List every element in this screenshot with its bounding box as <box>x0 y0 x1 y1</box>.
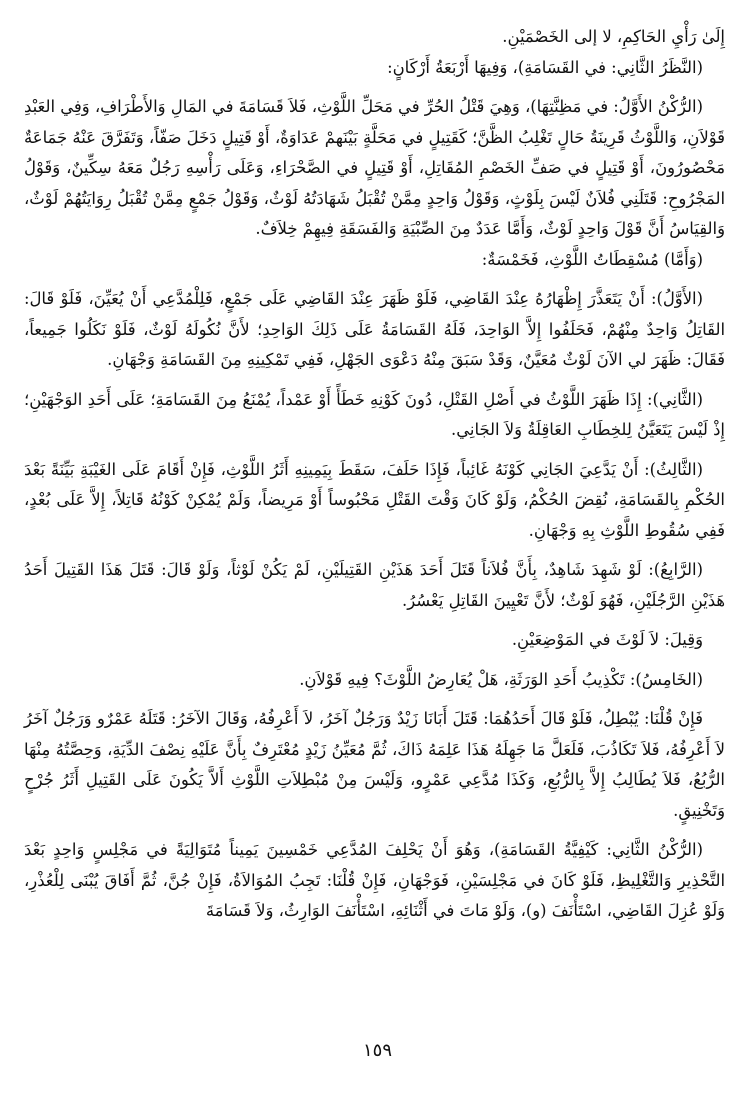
paragraph-second-nullifier: (الثَّانِي): إِذَا ظَهَرَ اللَّوْثُ في أَصْلِ القَتْلِ، دُونَ كَوْنِهِ خَطَأً أَوْ عَمْداً، يُمْنَعُ مِنَ القَسَامَةِ؛ عَلَى أَحَدِ الوَجْهَيْنِ؛ إِذْ لَيْسَ يَتَعَيَّنُ لِلخِطَابِ العَاقِلَةُ وَلاَ الجَانِي. <box>24 389 725 439</box>
section-heading-qasama: (النَّظَرُ الثَّانِي: في القَسَامَةِ)، وَفِيهَا أَرْبَعَةُ أَرْكَانٍ: <box>387 57 703 77</box>
page-text <box>24 22 725 927</box>
paragraph-first-pillar: (الرُّكْنُ الأَوَّلُ: في مَظِنَّتِهَا)، وَهِيَ قَتْلُ الحُرِّ في مَحَلِّ اللَّوْثِ، فَلاَ قَسَامَةَ في المَالِ وَالأَطْرَافِ، وَفِي العَبْدِ قَوْلاَنِ، وَاللَّوْثُ قَرِينَةُ حَالٍ تَغْلِبُ الظَّنَّ؛ كَقَتِيلٍ في مَحَلَّةٍ بَيْنَهمْ عَدَاوَةٌ، أَوْ قَتِيلٍ دَخَلَ صَفّاً، وَتَفَرَّقَ عَنْهُ جَمَاعَةٌ مَحْصُورُونَ، أَوْ قَتِيلٍ في صَفِّ الخَصْمِ المُقَاتِلِ، أَوْ قَتِيلٍ في الصَّحْرَاءِ، وَعَلَى رَأْسِهِ رَجُلٌ مَعَهُ سِكِّينٌ، وَقَوْلُ المَجْرُوحِ: قَتَلَنِي فُلاَنٌ لَيْسَ بِلَوْثٍ، وَقَوْلُ وَاحِدٍ مِمَّنْ تُقْبَلُ شَهَادَتُهُ لَوْثٌ، وَقَوْلُ جَمْعٍ مِمَّنْ تُقْبَلُ رِوَايَتُهُمْ لَوْثٌ، وَالقِيَاسُ أَنَّ قَوْلَ وَاحِدٍ لَوْثٌ، وَأَمَّا عَدَدٌ مِنَ الصِّبْيَةِ وَالفَسَقَةِ فِيهِمْ خِلاَفٌ. <box>24 97 725 238</box>
paragraph-third-nullifier: (الثَّالِثُ): أَنْ يَدَّعِيَ الجَانِي كَوْنَهُ غَائِباً، فَإِذَا حَلَفَ، سَقَطَ بِيَمِينِهِ أَثَرُ اللَّوْثِ، فَإِنْ أَقَامَ عَلَى الغَيْبَةِ بَيِّنَةً بَعْدَ الحُكْمِ بِالقَسَامَةِ، نُقِضَ الحُكْمُ، وَلَوْ كَانَ وَقْتَ القَتْلِ مَحْبُوساً أَوْ مَرِيضاً، وَلَمْ يُمْكِنْ كَوْنُهُ قَاتِلاً، إِلاَّ عَلَى بُعْدٍ، فَفِي سُقُوطِ اللَّوْثِ بِهِ وَجْهَانِ. <box>24 459 725 540</box>
paragraph-alternative-view: وَقِيلَ: لاَ لَوْثَ في المَوْضِعَيْنِ. <box>511 630 703 649</box>
paragraph-fifth-nullifier: (الخَامِسُ): تَكْذِيبُ أَحَدِ الوَرَثَةِ، هَلْ يُعَارِضُ اللَّوْثَ؟ فِيهِ قَوْلاَنِ. <box>299 669 703 689</box>
paragraph-second-pillar: (الرُّكْنُ الثَّانِي: كَيْفِيَّةُ القَسَامَةِ)، وَهُوَ أَنْ يَحْلِفَ المُدَّعِي خَمْسِينَ يَمِيناً مُتَوَالِيَةً في مَجْلِسٍ وَاحِدٍ بَعْدَ التَّحْذِيرِ وَالتَّغْلِيظِ، فَلَوْ كَانَ في مَجْلِسَيْنِ، فَوَجْهَانِ، فَإِنْ قُلْنَا: تَجِبُ المُوَالاَةُ، فَإِنْ جُنَّ، ثُمَّ أَفَاقَ يُبْنَى لِلْعُذْرِ، وَلَوْ عُزِلَ القَاضِي، اسْتَأْنَفَ (و)، وَلَوْ مَاتَ في أَثْنَائِهِ، اسْتَأْنَفَ الوَارِثُ، وَلاَ قَسَامَةَ <box>24 840 725 920</box>
heading-nullifiers: (وَأَمَّا) مُسْقِطَاتُ اللَّوْثِ، فَخَمْسَةٌ: <box>481 249 703 269</box>
page-number: ١٥٩ <box>362 1040 392 1061</box>
paragraph-first-nullifier: (الأَوَّلُ): أَنْ يَتَعَذَّرَ إِظْهَارُهُ عِنْدَ القَاضِي، فَلَوْ ظَهَرَ عِنْدَ القَاضِي عَلَى جَمْعٍ، فَلِلْمُدَّعِي أَنْ يُعَيِّنَ، فَلَوْ قَالَ: القَاتِلُ وَاحِدٌ مِنْهُمْ، فَحَلَفُوا إِلاَّ الوَاحِدَ، فَلَهُ القَسَامَةُ عَلَى ذَلِكَ الوَاحِدِ؛ لأَنَّ نُكُولَهُ لَوْثٌ، فَلَوْ نَكَلُوا جَمِيعاً، فَقَالَ: ظَهَرَ لي الآنَ لَوْثٌ مُعَيَّنٌ، وَقَدْ سَبَقَ مِنْهُ دَعْوَى الجَهْلِ، فَفِي تَمْكِينِهِ مِنَ القَسَامَةِ وَجْهَانِ. <box>24 289 725 369</box>
paragraph-continuation: إِلَىٰ رَأْيِ الحَاكِمِ، لا إلى الخَصْمَيْنِ. <box>502 27 725 46</box>
paragraph-fourth-nullifier: (الرَّابِعُ): لَوْ شَهِدَ شَاهِدٌ، بِأَنَّ فُلاَناً قَتَلَ أَحَدَ هَذَيْنِ القَتِيلَيْنِ، لَمْ يَكُنْ لَوْثاً، وَلَوْ قَالَ: قَتَلَ هَذَا القَتِيلَ أَحَدُ هَذَيْنِ الرَّجُلَيْنِ، فَهُوَ لَوْثٌ؛ لأَنَّ تَعْيِينَ القَاتِلِ يَعْسُرُ. <box>24 560 725 610</box>
paragraph-disavowal: فَإِنْ قُلْنَا: يُبْطِلُ، فَلَوْ قَالَ أَحَدُهُمَا: قَتَلَ أَبَانَا زَيْدٌ وَرَجُلٌ آخَرُ، لاَ أَعْرِفُهُ، وَقَالَ الآخَرُ: قَتَلَهُ عَمْرٌو وَرَجُلٌ آخَرُ لاَ أَعْرِفُهُ، فَلاَ تَكَاذُبَ، فَلَعَلَّ مَا جَهِلَهُ هَذَا عَلِمَهُ ذَاكَ، ثُمَّ مُعَيِّنُ زَيْدٍ مُعْتَرِفٌ بِأَنَّ عَلَيْهِ نِصْفَ الدِّيَةِ، وَحِصَّتُهُ مِنْهَا الرُّبُعُ، فَلاَ يُطَالِبُ إِلاَّ بِالرُّبُعِ، وَكَذَا مُدَّعِي عَمْرٍو، وَلَيْسَ مِنْ مُبْطِلاَتِ اللَّوْثِ أَلاَّ يَكُونَ عَلَى القَتِيلِ أَثَرُ جُرْحٍ وَتَخْنِيقٍ. <box>24 709 725 820</box>
